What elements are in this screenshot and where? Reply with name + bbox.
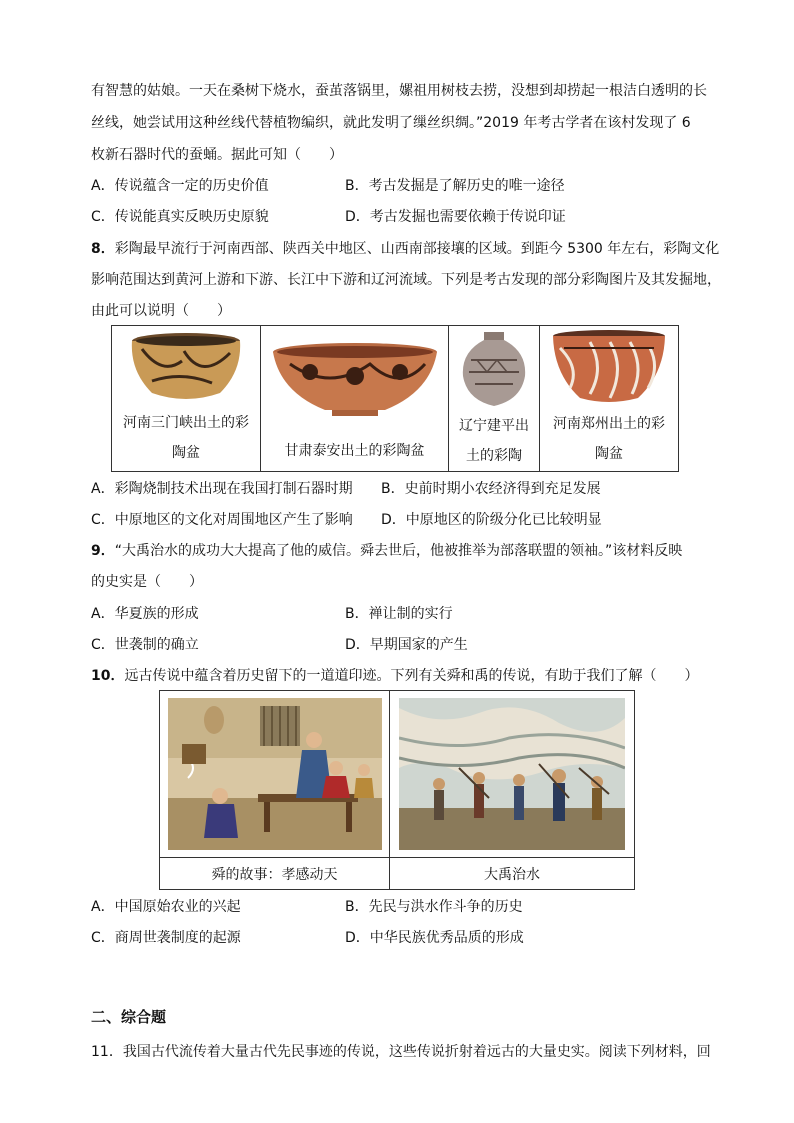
q8-option-b: B．史前时期小农经济得到充足发展 [381,481,601,497]
q10-option-d: D．中华民族优秀品质的形成 [345,930,524,946]
q7-line-1: 有智慧的姑娘。一天在桑树下烧水，蚕茧落锅里，嫘祖用树枝去捞，没想到却捞起一根洁白透明的长 [91,83,707,99]
q7-line-3: 枚新石器时代的蚕蛹。据此可知（ ） [91,147,343,163]
q10-option-c: C．商周世袭制度的起源 [91,930,241,946]
gansu-pottery-image [270,342,440,422]
shun-story-image [168,698,382,850]
q7-option-a: A．传说蕴含一定的历史价值 [91,178,269,194]
legend-caption-shun: 舜的故事：孝感动天 [160,858,390,890]
caption-zhengzhou-2: 陶盆 [595,446,623,462]
legend-cell-yu-image [390,691,635,858]
legend-cell-shun-image [160,691,390,858]
q9-line-1 [91,541,682,561]
q9-option-c: C．世袭制的确立 [91,637,199,653]
caption-liaoning-1: 辽宁建平出 [459,418,529,434]
q8-option-a: A．彩陶烧制技术出现在我国打制石器时期 [91,481,353,497]
q7-option-c: C．传说能真实反映历史原貌 [91,209,269,225]
pottery-cell-zhengzhou [540,326,679,472]
caption-sanmenxia-1: 河南三门峡出土的彩 [123,415,249,431]
legend-table [159,690,635,890]
section-title: 二、综合题 [91,1008,167,1026]
q8-text-1: 彩陶最早流行于河南西部、陕西关中地区、山西南部接壤的区域。到距今 5300 年左右，彩陶文化 [114,241,720,257]
pottery-cell-sanmenxia [112,326,261,472]
q9-option-d: D．早期国家的产生 [345,637,468,653]
caption-liaoning-2: 土的彩陶 [466,448,522,464]
q7-option-b: B．考古发掘是了解历史的唯一途径 [345,178,565,194]
legend-caption-yu: 大禹治水 [390,858,635,890]
q8-option-c: C．中原地区的文化对周围地区产生了影响 [91,512,353,528]
q7-option-d: D．考古发掘也需要依赖于传说印证 [345,209,566,225]
liaoning-pottery-image [457,330,531,408]
yu-flood-image [399,698,625,850]
sanmenxia-pottery-image [122,331,250,405]
q8-option-d: D．中原地区的阶级分化已比较明显 [381,512,602,528]
caption-gansu: 甘肃泰安出土的彩陶盆 [284,443,425,459]
q9-number: 9． [91,543,115,559]
q8-line-3: 由此可以说明（ ） [91,303,231,319]
q9-text-1: “大禹治水的成功大大提高了他的威信。舜去世后，他被推举为部落联盟的领袖。”该材料反映 [114,543,683,559]
q7-line-2: 丝线，她尝试用这种丝线代替植物编织，就此发明了缫丝织绸。”2019 年考古学者在该村发现了 6 [91,115,691,131]
q8-line-2: 影响范围达到黄河上游和下游、长江中下游和辽河流域。下列是考古发现的部分彩陶图片及其发掘地， [91,272,721,288]
q9-line-2: 的史实是（ ） [91,574,203,590]
zhengzhou-pottery-image [550,328,668,406]
q10-option-a: A．中国原始农业的兴起 [91,899,241,915]
q11-line-1: 11．我国古代流传着大量古代先民事迹的传说，这些传说折射着远古的大量史实。阅读下列材料，回 [91,1044,711,1060]
q10-line-1 [91,666,698,686]
caption-sanmenxia-2: 陶盆 [172,445,200,461]
q9-option-a: A．华夏族的形成 [91,606,199,622]
q9-option-b: B．禅让制的实行 [345,606,453,622]
q10-number: 10． [91,668,125,684]
q8-line-1 [91,239,719,259]
q10-text: 远古传说中蕴含着历史留下的一道道印迹。下列有关舜和禹的传说，有助于我们了解（ ） [124,668,699,684]
pottery-table [111,325,679,472]
q10-option-b: B．先民与洪水作斗争的历史 [345,899,523,915]
pottery-cell-gansu [261,326,449,472]
pottery-cell-liaoning [449,326,540,472]
caption-zhengzhou-1: 河南郑州出土的彩 [553,416,665,432]
q8-number: 8． [91,241,115,257]
